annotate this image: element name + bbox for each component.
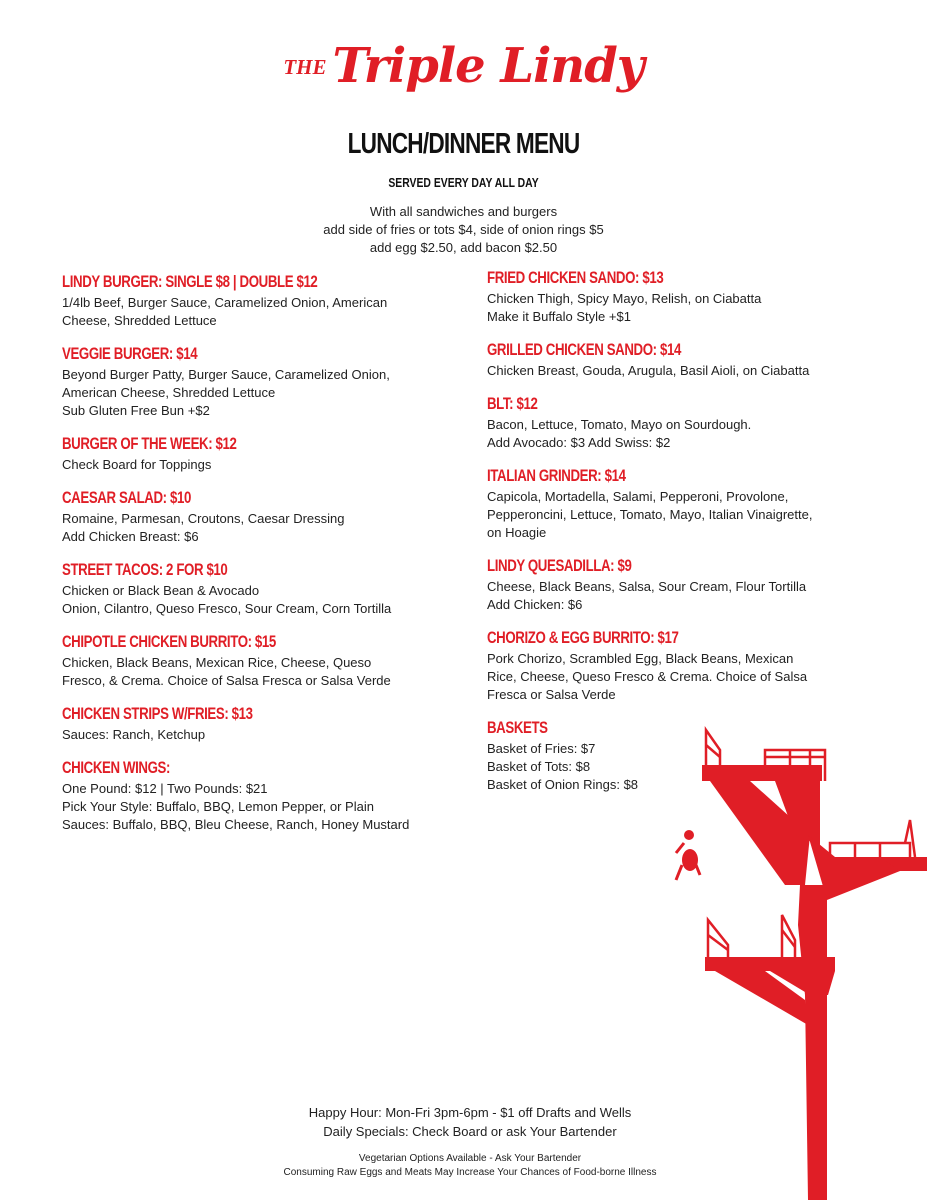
menu-item (487, 628, 867, 704)
menu-subtitle: SERVED EVERY DAY ALL DAY (388, 175, 539, 190)
menu-item-description: Chicken or Black Bean & Avocado (62, 583, 260, 598)
menu-title: LUNCH/DINNER MENU (347, 128, 580, 160)
menu-item (487, 268, 867, 326)
menu-item (62, 758, 472, 834)
menu-item-name: STREET TACOS: 2 FOR $10 (62, 560, 228, 579)
footer-main (0, 1103, 927, 1141)
sides-note-line: With all sandwiches and burgers (369, 204, 558, 219)
menu-item-description: Cheese, Shredded Lettuce (62, 313, 217, 328)
menu-item-name: ITALIAN GRINDER: $14 (487, 466, 626, 485)
menu-item (62, 272, 472, 330)
menu-item-description: Chicken Breast, Gouda, Arugula, Basil Aioli, on Ciabatta (487, 363, 810, 378)
menu-item-description: Check Board for Toppings (62, 457, 212, 472)
menu-item-name: BLT: $12 (487, 394, 538, 413)
menu-item-name: FRIED CHICKEN SANDO: $13 (487, 268, 664, 287)
menu-item (62, 488, 472, 546)
daily-specials-text: Daily Specials: Check Board or ask Your Bartender (323, 1124, 617, 1139)
menu-item (62, 704, 472, 744)
menu-item (62, 560, 472, 618)
menu-item (62, 344, 472, 420)
menu-item-description: One Pound: $12 | Two Pounds: $21 (62, 781, 268, 796)
logo-the: THE (283, 55, 327, 79)
menu-item-description: Fresco, & Crema. Choice of Salsa Fresca or Salsa Verde (62, 673, 391, 688)
menu-item-name: BURGER OF THE WEEK: $12 (62, 434, 237, 453)
menu-item (62, 632, 472, 690)
menu-item-name: GRILLED CHICKEN SANDO: $14 (487, 340, 681, 359)
menu-item-description: American Cheese, Shredded Lettuce (62, 385, 276, 400)
menu-item-description: Add Chicken: $6 (487, 597, 583, 612)
menu-item-description: 1/4lb Beef, Burger Sauce, Caramelized Onion, American (62, 295, 388, 310)
menu-item-description: Capicola, Mortadella, Salami, Pepperoni, Provolone, (487, 489, 789, 504)
menu-item-name: LINDY BURGER: SINGLE $8 | DOUBLE $12 (62, 272, 318, 291)
logo-name: Triple Lindy (332, 38, 644, 94)
menu-item-name: CHIPOTLE CHICKEN BURRITO: $15 (62, 632, 276, 651)
menu-item-description: on Hoagie (487, 525, 547, 540)
menu-item-name: CHICKEN STRIPS W/FRIES: $13 (62, 704, 253, 723)
menu-item-name: CHORIZO & EGG BURRITO: $17 (487, 628, 679, 647)
sides-note-line: add egg $2.50, add bacon $2.50 (369, 240, 558, 255)
menu-item-description: Pepperoncini, Lettuce, Tomato, Mayo, Italian Vinaigrette, (487, 507, 813, 522)
menu-item-description: Add Chicken Breast: $6 (62, 529, 199, 544)
brand-logo (0, 38, 927, 94)
menu-item-description: Basket of Tots: $8 (487, 759, 591, 774)
sides-note (0, 203, 927, 257)
menu-item-description: Sauces: Ranch, Ketchup (62, 727, 206, 742)
menu-item-description: Pork Chorizo, Scrambled Egg, Black Beans, Mexican (487, 651, 794, 666)
menu-item-description: Chicken Thigh, Spicy Mayo, Relish, on Ciabatta (487, 291, 762, 306)
menu-item-description: Basket of Onion Rings: $8 (487, 777, 639, 792)
menu-item-description: Pick Your Style: Buffalo, BBQ, Lemon Pepper, or Plain (62, 799, 374, 814)
menu-item-description: Beyond Burger Patty, Burger Sauce, Caramelized Onion, (62, 367, 390, 382)
food-safety-warning: Consuming Raw Eggs and Meats May Increase Your Chances of Food-borne Illness (283, 1167, 657, 1178)
menu-item-name: CAESAR SALAD: $10 (62, 488, 191, 507)
menu-item (62, 434, 472, 474)
menu-item-description: Sauces: Buffalo, BBQ, Bleu Cheese, Ranch, Honey Mustard (62, 817, 410, 832)
menu-item-description: Cheese, Black Beans, Salsa, Sour Cream, Flour Tortilla (487, 579, 807, 594)
menu-item-description: Bacon, Lettuce, Tomato, Mayo on Sourdough. (487, 417, 752, 432)
menu-item (487, 394, 867, 452)
vegetarian-note: Vegetarian Options Available - Ask Your Bartender (358, 1153, 582, 1164)
menu-item-name: VEGGIE BURGER: $14 (62, 344, 198, 363)
menu-item-description: Basket of Fries: $7 (487, 741, 596, 756)
menu-item (487, 466, 867, 542)
menu-item-description: Onion, Cilantro, Queso Fresco, Sour Cream, Corn Tortilla (62, 601, 392, 616)
menu-item-description: Chicken, Black Beans, Mexican Rice, Cheese, Queso (62, 655, 372, 670)
menu-column-left (62, 272, 472, 848)
footer-notes (0, 1152, 927, 1180)
menu-item (487, 340, 867, 380)
menu-item-description: Fresca or Salsa Verde (487, 687, 616, 702)
menu-item-name: CHICKEN WINGS: (62, 758, 170, 777)
menu-item-name: BASKETS (487, 718, 548, 737)
menu-item-description: Romaine, Parmesan, Croutons, Caesar Dressing (62, 511, 345, 526)
menu-item-description: Sub Gluten Free Bun +$2 (62, 403, 210, 418)
menu-item-description: Make it Buffalo Style +$1 (487, 309, 631, 324)
menu-item-name: LINDY QUESADILLA: $9 (487, 556, 632, 575)
happy-hour-text: Happy Hour: Mon-Fri 3pm-6pm - $1 off Drafts and Wells (308, 1105, 632, 1120)
menu-item (487, 556, 867, 614)
sides-note-line: add side of fries or tots $4, side of onion rings $5 (323, 222, 604, 237)
menu-item-description: Add Avocado: $3 Add Swiss: $2 (487, 435, 671, 450)
menu-item-description: Rice, Cheese, Queso Fresco & Crema. Choice of Salsa (487, 669, 808, 684)
